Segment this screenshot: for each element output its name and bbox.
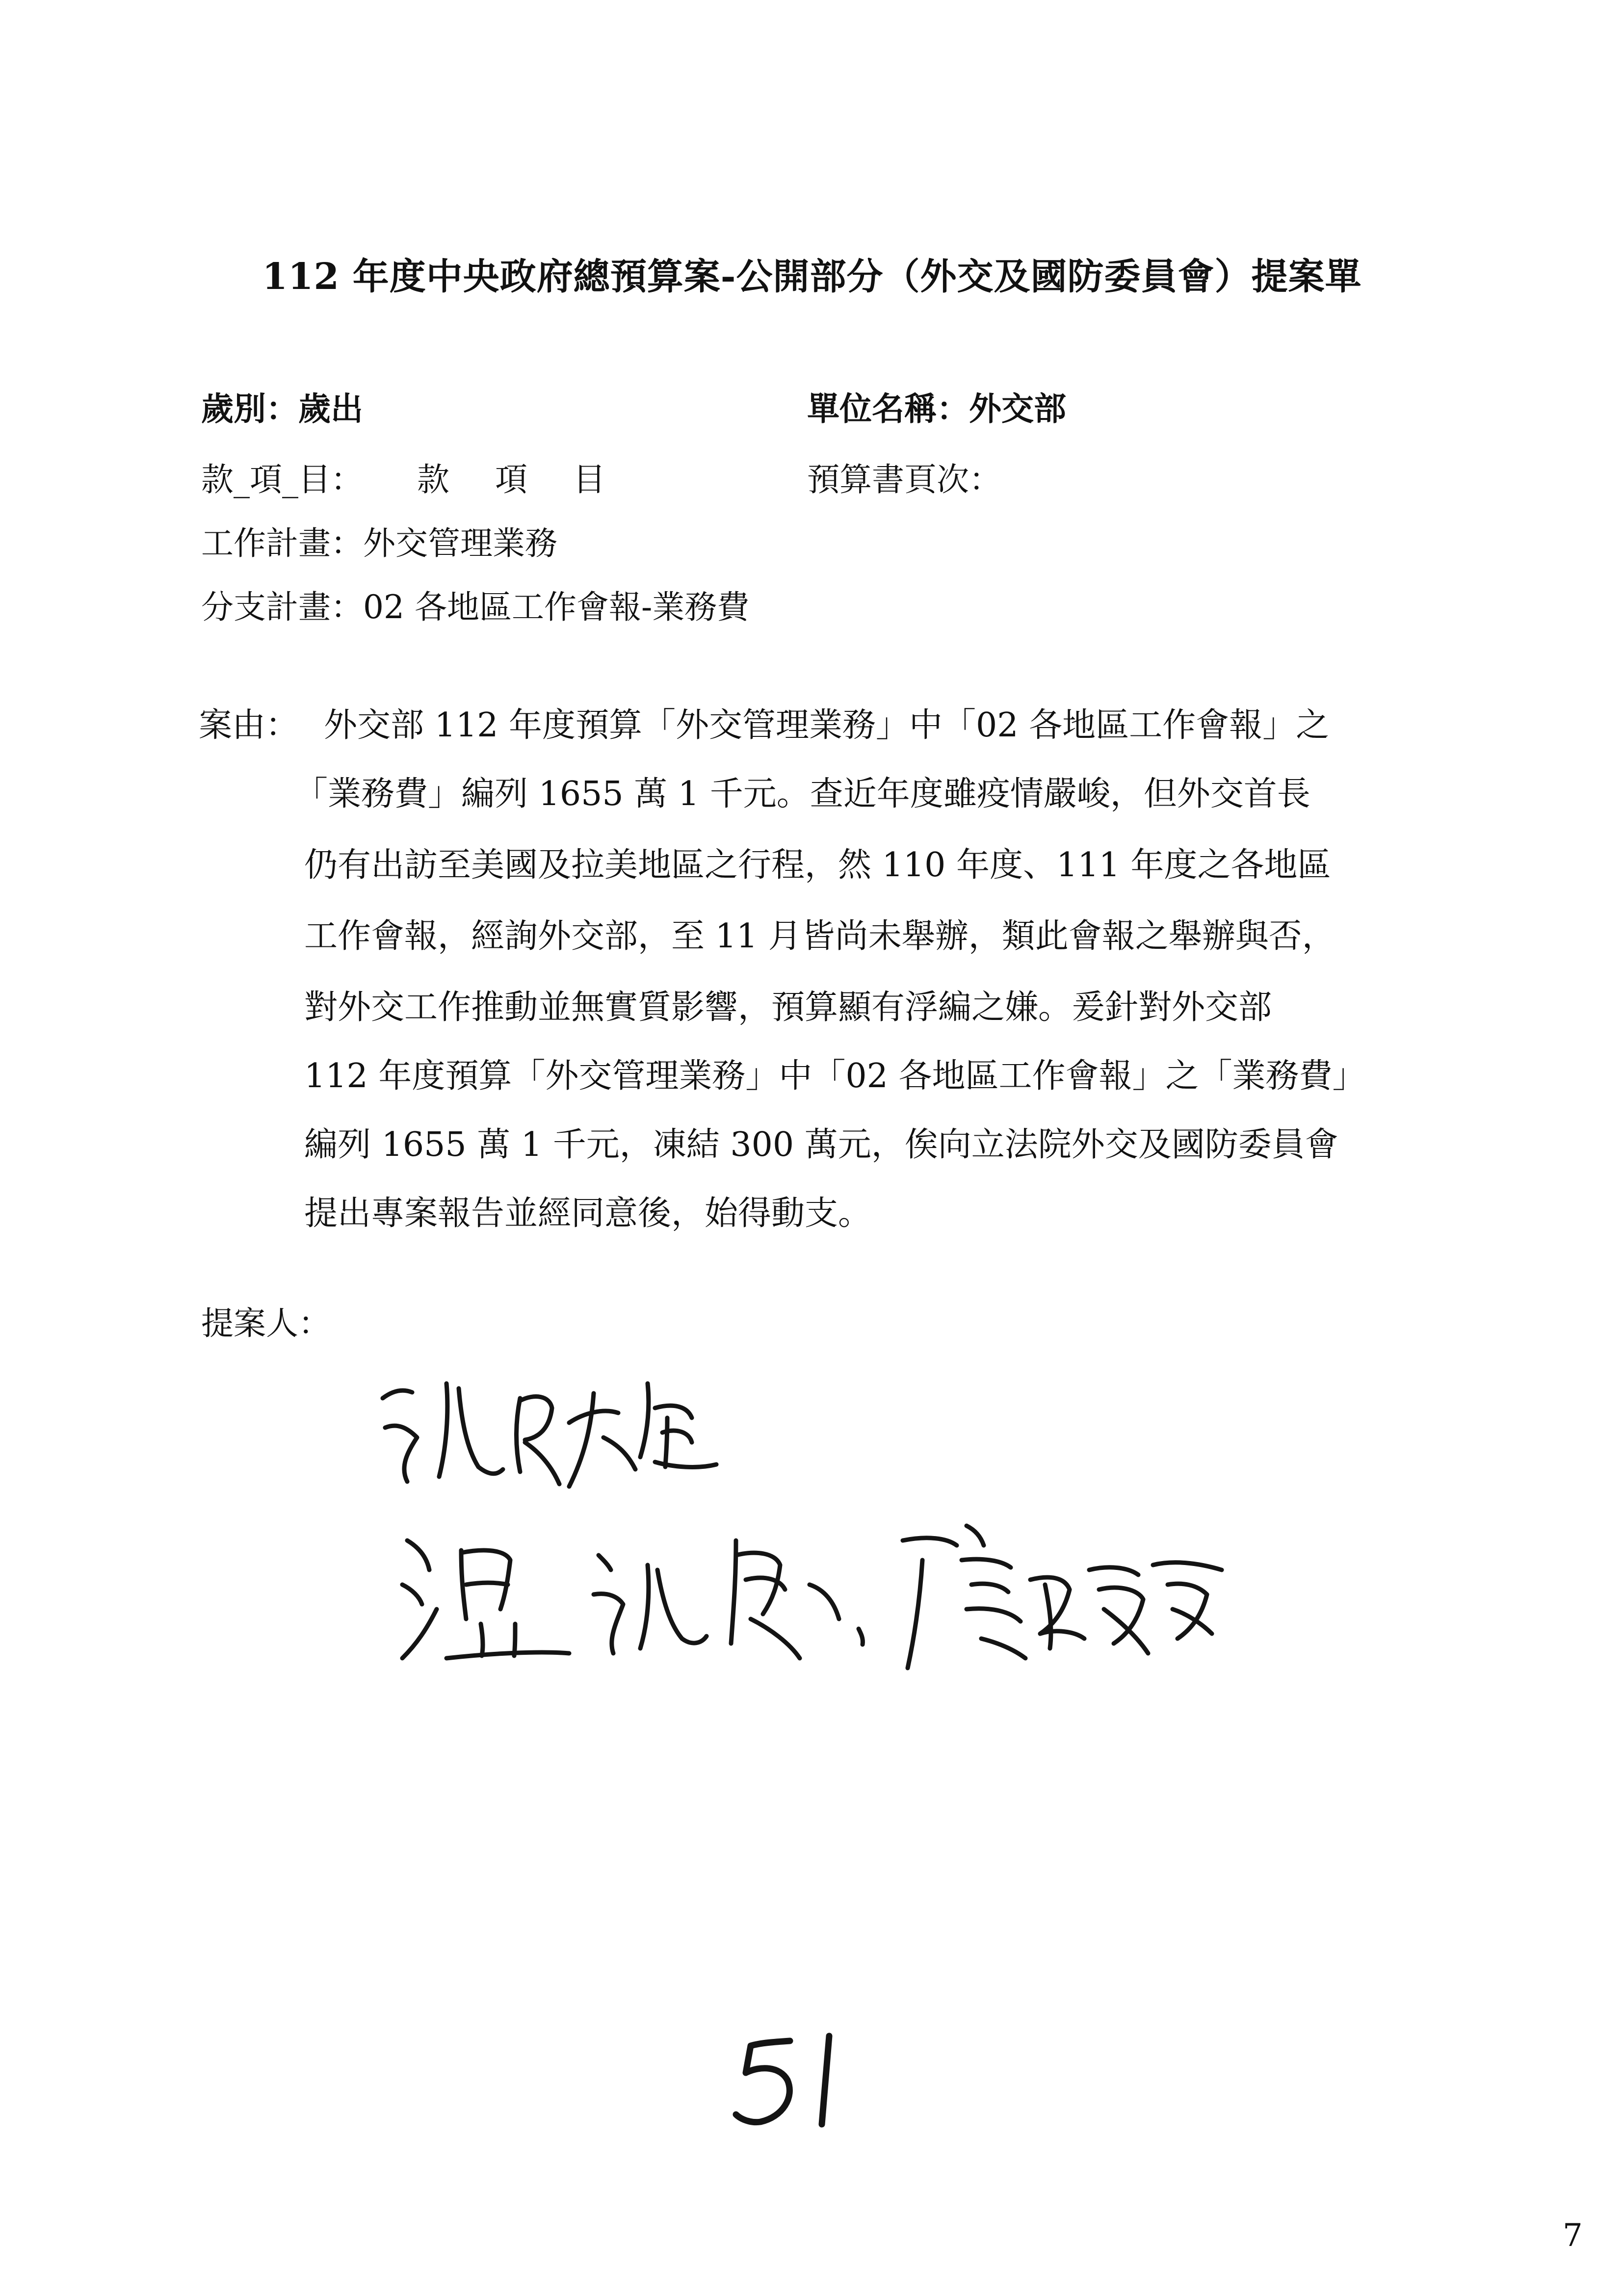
case-line: 提出專案報告並經同意後，始得動支。 [304,1194,872,1233]
signature-1 [373,1354,726,1501]
work-plan: 工作計畫：外交管理業務 [201,524,557,562]
case-line: 工作會報，經詢外交部，至 11 月皆尚未舉辦，類此會報之舉辦與否， [304,917,1336,956]
handwritten-51-drawing [726,2026,854,2134]
case-line: 對外交工作推動並無實質影響，預算顯有浮編之嫌。爰針對外交部 [304,988,1272,1027]
budget-page: 預算書頁次： [807,461,1001,498]
page-number: 7 [1563,2218,1583,2254]
signature-2 [393,1511,1227,1688]
case-line: 編列 1655 萬 1 千元，凍結 300 萬元，俟向立法院外交及國防委員會 [304,1125,1338,1164]
handwritten-number [726,2026,854,2134]
case-line: 「業務費」編列 1655 萬 1 千元。查近年度雖疫情嚴峻，但外交首長 [294,775,1310,813]
document-title: 112 年度中央政府總預算案-公開部分（外交及國防委員會）提案單 [262,256,1362,298]
section-item-value: 款 項 目 [417,461,623,498]
case-line: 112 年度預算「外交管理業務」中「02 各地區工作會報」之「業務費」 [304,1057,1366,1096]
branch-plan: 分支計畫：02 各地區工作會報-業務費 [201,588,750,626]
case-line: 仍有出訪至美國及拉美地區之行程，然 110 年度、111 年度之各地區 [304,846,1331,885]
case-line: 外交部 112 年度預算「外交管理業務」中「02 各地區工作會報」之 [324,706,1330,745]
unit-name: 單位名稱：外交部 [807,390,1066,428]
case-label: 案由： [199,706,299,745]
proposer-label: 提案人： [201,1305,331,1342]
year-category: 歲別：歲出 [201,390,363,428]
section-item-label: 款_項_目： [201,461,363,498]
